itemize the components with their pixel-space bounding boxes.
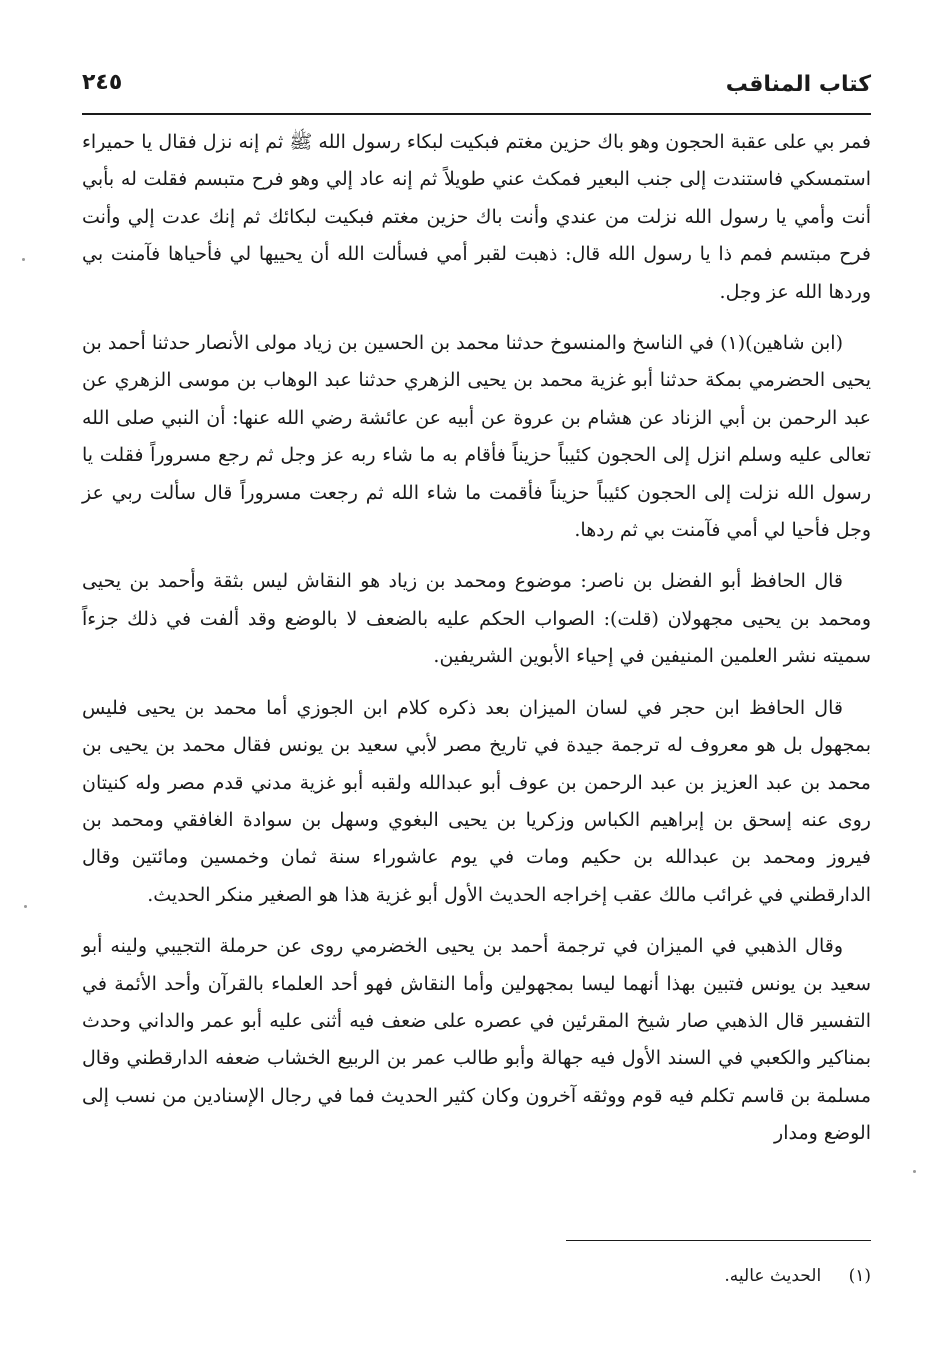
footnotes	[82, 1262, 871, 1290]
scan-speck	[22, 258, 25, 261]
page-number: ٢٤٥	[82, 70, 123, 95]
footnote-marker: (١)	[848, 1266, 871, 1286]
footnote-text: الحديث عاليه.	[724, 1266, 822, 1286]
footnote-rule	[566, 1240, 871, 1241]
main-text	[82, 124, 871, 1167]
page-header	[82, 68, 871, 108]
paragraph: فمر بي على عقبة الحجون وهو باك حزين مغتم فبكيت لبكاء رسول الله ﷺ ثم إنه نزل فقال يا حميراء استمسكي فاستندت إلى جنب البعير فمكث عني طويلاً ثم إنه عاد إلي وهو فرح متبسم فقلت له بأبي أنت وأمي يا رسول الله نزلت من عندي وأنت باك حزين مغتم فبكيت لبكائك ثم إنك عدت إلي وأنت فرح مبتسم فمم ذا يا رسول الله قال: ذهبت لقبر أمي فسألت الله أن يحييها لي فأحياها فآمنت بي وردها الله عز وجل.	[82, 131, 871, 303]
paragraph: قال الحافظ أبو الفضل بن ناصر: موضوع ومحمد بن زياد هو النقاش ليس بثقة وأحمد بن يحيى ومحمد بن يحيى مجهولان (قلت): الصواب الحكم عليه بالضعف لا بالوضع وقد ألفت في ذلك جزءاً سميته نشر العلمين المنيفين في إحياء الأبوين الشريفين.	[82, 570, 871, 668]
paragraph: وقال الذهبي في الميزان في ترجمة أحمد بن يحيى الخضرمي روى عن حرملة التجيبي ولينه أبو سعيد بن يونس فتبين بهذا أنهما ليسا بمجهولين وأما النقاش فهو أحد العلماء بالقرآن وأحد الأئمة في التفسير قال الذهبي صار شيخ المقرئين في عصره على ضعف فيه أثنى عليه أبو عمر والداني وحدث بمناكير والكعبي في السند الأول فيه جهالة وأبو طالب عمر بن الربيع الخشاب ضعفه الدارقطني وقال مسلمة بن قاسم تكلم فيه قوم ووثقه آخرون وكان كثير الحديث فما في رجال الإسنادين من نسب إلى الوضع ومدار	[82, 935, 871, 1145]
running-title: كتاب المناقب	[725, 72, 871, 97]
scan-speck	[24, 905, 27, 908]
footnote	[82, 1262, 871, 1290]
paragraph: (ابن شاهين)(١) في الناسخ والمنسوخ حدثنا محمد بن الحسين بن زياد مولى الأنصار حدثنا أحمد بن يحيى الحضرمي بمكة حدثنا أبو غزية محمد بن يحيى الزهري حدثنا عبد الوهاب بن موسى الزهري عن عبد الرحمن بن أبي الزناد عن هشام بن عروة عن أبيه عن عائشة رضي الله عنها: أن النبي صلى الله تعالى عليه وسلم انزل إلى الحجون كئيباً حزيناً فأقام به ما شاء ربه عز وجل ثم رجع مسروراً فقلت يا رسول الله نزلت إلى الحجون كئيباً حزيناً فأقمت ما شاء الله ثم رجعت مسروراً قال سألت ربي عز وجل فأحيا لي أمي فآمنت بي ثم ردها.	[82, 332, 872, 542]
header-rule	[82, 113, 871, 115]
scan-speck	[913, 1170, 916, 1173]
paragraph: قال الحافظ ابن حجر في لسان الميزان بعد ذكره كلام ابن الجوزي أما محمد بن يحيى فليس بمجهول بل هو معروف له ترجمة جيدة في تاريخ مصر لأبي سعيد بن يونس فقال محمد بن يحيى بن محمد بن عبد العزيز بن عبد الرحمن بن عوف أبو عبدالله ولقبه أبو غزية مدني قدم مصر وله كنيتان روى عنه إسحق بن إبراهيم الكباس وزكريا بن يحيى البغوي وسهل بن سوادة الغافقي ومحمد بن فيروز ومحمد بن عبدالله بن حكيم ومات في يوم عاشوراء سنة ثمان وخمسين ومائتين وقال الدارقطني في غرائب مالك عقب إخراجه الحديث الأول أبو غزية هذا هو الصغير منكر الحديث.	[82, 696, 871, 906]
